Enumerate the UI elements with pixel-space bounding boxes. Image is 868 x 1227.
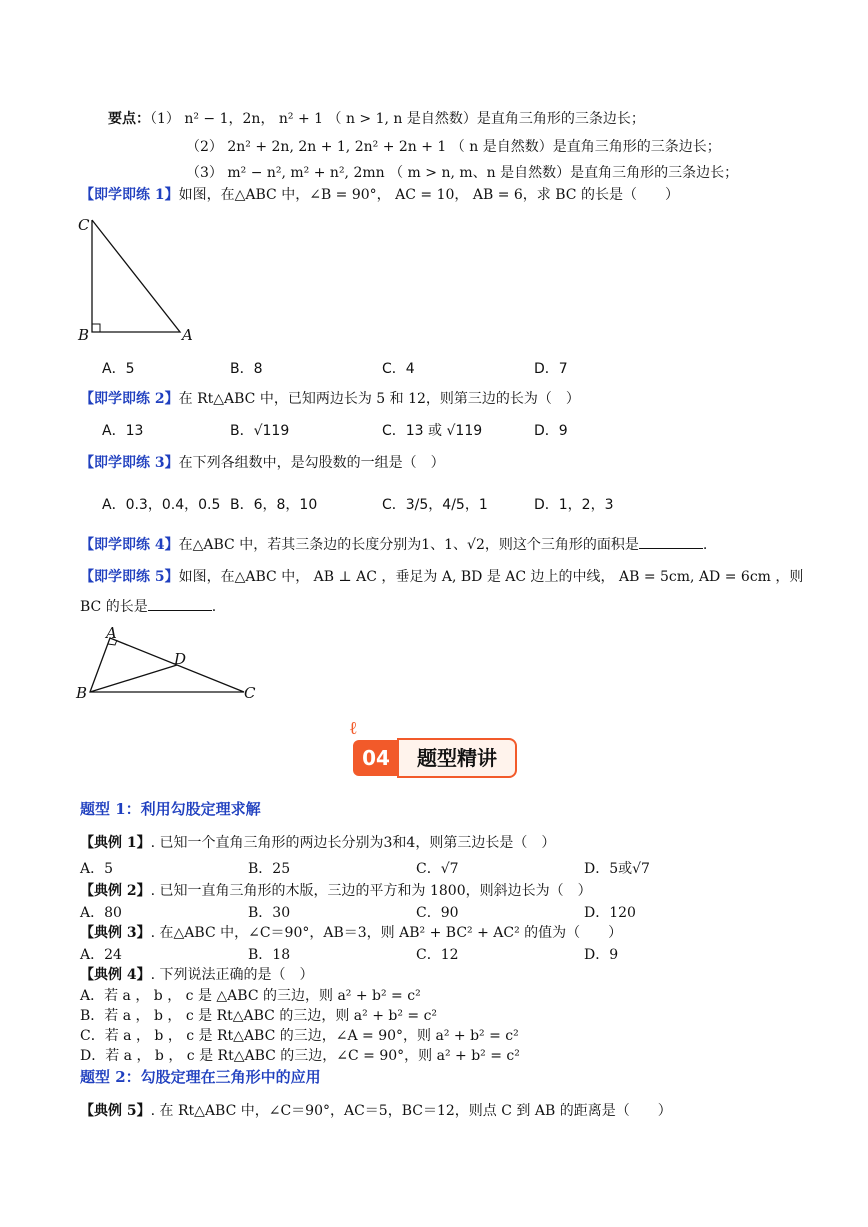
answer-blank[interactable] xyxy=(639,534,703,549)
example-5-question: 【典例 5】. 在 Rt△ABC 中，∠C＝90°，AC＝5，BC＝12，则点 C 到 AB 的距离是（ ） xyxy=(80,1103,672,1119)
example-2-option-d[interactable]: D．120 xyxy=(584,905,636,921)
exercise-5-question: 【即学即练 5】如图，在△ABC 中， AB ⊥ AC ，垂足为 A, BD 是 AC 边上的中线， AB = 5cm, AD = 6cm ，则 xyxy=(80,569,804,585)
label-b: B xyxy=(76,684,88,702)
exercise-2-question: 【即学即练 2】在 Rt△ABC 中，已知两边长为 5 和 12，则第三边的长为（ ） xyxy=(80,391,580,407)
answer-blank[interactable] xyxy=(148,596,212,611)
example-1-option-d[interactable]: D．5或√7 xyxy=(584,861,650,877)
key-points-line-1: 要点：（1） n² − 1，2n， n² + 1 （ n > 1, n 是自然数）是直角三角形的三条边长； xyxy=(108,111,645,127)
triangle-abc xyxy=(92,220,180,332)
exercise-3-question: 【即学即练 3】在下列各组数中，是勾股数的一组是（ ） xyxy=(80,455,445,471)
ex1-option-c[interactable]: C．4 xyxy=(382,361,415,377)
median-bd xyxy=(90,665,177,692)
exercise-5-figure xyxy=(74,624,270,704)
example-2-option-c[interactable]: C．90 xyxy=(416,905,459,921)
example-4-option-a[interactable]: A．若 a ， b ， c 是 △ABC 的三边，则 a² + b² = c² xyxy=(80,988,421,1004)
ex2-option-a[interactable]: A．13 xyxy=(102,423,144,439)
example-2-option-a[interactable]: A．80 xyxy=(80,905,122,921)
exercise-1-question: 【即学即练 1】如图，在△ABC 中，∠B = 90°， AC = 10， AB = 6，求 BC 的长是（ ） xyxy=(80,187,679,203)
example-4-option-b[interactable]: B．若 a ， b ， c 是 Rt△ABC 的三边，则 a² + b² = c² xyxy=(80,1008,438,1024)
ex3-option-b[interactable]: B．6，8，10 xyxy=(230,497,318,513)
example-3-option-c[interactable]: C．12 xyxy=(416,947,459,963)
example-4-option-d[interactable]: D．若 a ， b ， c 是 Rt△ABC 的三边，∠C = 90°，则 a² + b² = c² xyxy=(80,1048,520,1064)
type-2-heading: 题型 2：勾股定理在三角形中的应用 xyxy=(80,1068,321,1086)
ex1-option-d[interactable]: D．7 xyxy=(534,361,568,377)
example-4-question: 【典例 4】. 下列说法正确的是（ ） xyxy=(80,967,314,983)
example-1-option-b[interactable]: B．25 xyxy=(248,861,291,877)
ex3-option-a[interactable]: A．0.3，0.4，0.5 xyxy=(102,497,221,513)
label-c: C xyxy=(78,216,90,234)
ex1-option-b[interactable]: B．8 xyxy=(230,361,263,377)
label-d: D xyxy=(174,650,187,668)
section-number: 04 xyxy=(353,740,399,776)
triangle-abc xyxy=(90,638,244,692)
ex2-option-c[interactable]: C．13 或 √119 xyxy=(382,423,483,439)
type-1-heading: 题型 1：利用勾股定理求解 xyxy=(80,800,261,818)
example-1-option-c[interactable]: C．√7 xyxy=(416,861,459,877)
label-a: A xyxy=(182,326,193,344)
example-2-question: 【典例 2】. 已知一直角三角形的木版，三边的平方和为 1800，则斜边长为（ ） xyxy=(80,883,592,899)
example-1-option-a[interactable]: A．5 xyxy=(80,861,114,877)
example-3-option-b[interactable]: B．18 xyxy=(248,947,291,963)
example-3-option-d[interactable]: D．9 xyxy=(584,947,619,963)
key-points-line-2: （2） 2n² + 2n, 2n + 1, 2n² + 2n + 1 （ n 是自然数）是直角三角形的三条边长； xyxy=(186,139,721,155)
exercise-5-question-cont: BC 的长是 . xyxy=(80,596,216,616)
label-a: A xyxy=(106,624,117,642)
section-header xyxy=(349,718,517,778)
example-4-option-c[interactable]: C．若 a ， b ， c 是 Rt△ABC 的三边，∠A = 90°，则 a² + b² = c² xyxy=(80,1028,519,1044)
example-3-option-a[interactable]: A．24 xyxy=(80,947,122,963)
example-3-question: 【典例 3】. 在△ABC 中，∠C＝90°，AB＝3，则 AB² + BC² + AC² 的值为（ ） xyxy=(80,925,623,941)
label-b: B xyxy=(78,326,90,344)
exercise-4-question: 【即学即练 4】在△ABC 中，若其三条边的长度分别为1、1、√2，则这个三角形的面积是 . xyxy=(80,534,707,554)
example-2-option-b[interactable]: B．30 xyxy=(248,905,291,921)
exercise-1-figure xyxy=(76,212,196,348)
label-c: C xyxy=(244,684,256,702)
ex3-option-c[interactable]: C．3/5，4/5，1 xyxy=(382,497,488,513)
key-points-label: 要点： xyxy=(108,111,150,127)
hook-icon: ℓ xyxy=(349,718,358,739)
ex3-option-d[interactable]: D．1，2，3 xyxy=(534,497,614,513)
key-points-line-3: （3） m² − n², m² + n², 2mn （ m > n, m、n 是自然数）是直角三角形的三条边长； xyxy=(186,165,739,181)
ex1-option-a[interactable]: A．5 xyxy=(102,361,135,377)
ex2-option-d[interactable]: D．9 xyxy=(534,423,568,439)
right-angle-mark xyxy=(92,324,100,332)
example-1-question: 【典例 1】. 已知一个直角三角形的两边长分别为3和4，则第三边长是（ ） xyxy=(80,835,556,851)
ex2-option-b[interactable]: B．√119 xyxy=(230,423,290,439)
section-title: 题型精讲 xyxy=(397,738,517,778)
